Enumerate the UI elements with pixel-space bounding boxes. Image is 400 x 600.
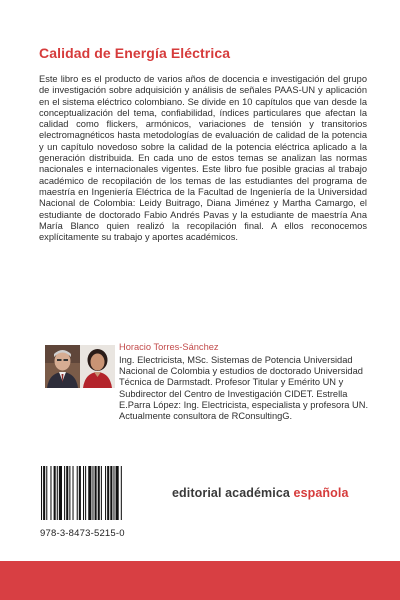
barcode-bar (59, 466, 62, 520)
isbn-number: 978-3-8473-5215-0 (40, 528, 125, 539)
author-portrait-1 (45, 345, 80, 388)
book-description: Este libro es el producto de varios años de docencia e investigación del grupo de investigación sobre adquisición y análisis de señales PAAS-UN y aplicación en el sistema eléctrico colombiano. Se divide en 10 capítulos que van desde la conceptualización del tema, confiabilidad, índices particulares que afectan la calidad como flickers, armónicos, variaciones de tensión y transitorios electromagnéticos hasta metodologías de evaluación de calidad de la potencia y un capítulo novedoso sobre la calidad de la potencia eléctrica aplicado a la generación distribuida. En cada uno de estos temas se analizan las normas nacionales e internacionales vigentes. Este libro fue posible gracias al trabajo académico de recopilación de los temas de las estudiantes del programa de maestría en Ingeniería Eléctrica de la Facultad de Ingeniería de la Universidad Nacional de Colombia: Leidy Buitrago, Diana Jiménez y Martha Camargo, el estudiante de doctorado Fabio Andrés Pavas y la estudiante de maestría Ana María Blanco quien realizó la recopilación final. A ellos reconocemos explícitamente su trabajo y aportes académicos. (39, 74, 367, 243)
barcode-bar (88, 466, 91, 520)
barcode-bar (54, 466, 56, 520)
author-portrait-2 (80, 345, 115, 388)
barcode-bar (92, 466, 93, 520)
barcode-bar (83, 466, 84, 520)
barcode (39, 466, 149, 520)
barcode-bar (113, 466, 114, 520)
barcode-bar (64, 466, 65, 520)
barcode-bar (73, 466, 74, 520)
publisher-name-main: editorial académica (172, 486, 294, 500)
barcode-bar (85, 466, 86, 520)
barcode-bar (110, 466, 112, 520)
author-photo-female (80, 345, 115, 388)
barcode-bar (41, 466, 42, 520)
barcode-bar (50, 466, 51, 520)
barcode-bar (66, 466, 68, 520)
barcode-bar (105, 466, 106, 520)
barcode-bar (43, 466, 45, 520)
top-margin (0, 0, 400, 44)
barcode-bar (101, 466, 102, 520)
author-bio: Ing. Electricista, MSc. Sistemas de Potencia Universidad Nacional de Colombia y estudios de doctorado Universidad Técnica de Darmstadt. Profesor Titular y Emérito UN y Subdirector del Centro de Investigación CIDET. Estrella E.Parra López: Ing. Electricista, especialista y profesora UN. Actualmente consultora de RConsultingG. (119, 355, 369, 422)
author-photo-male (45, 345, 80, 388)
barcode-bar (57, 466, 58, 520)
barcode-bar (107, 466, 109, 520)
barcode-bar (121, 466, 122, 520)
author-name: Horacio Torres-Sánchez (119, 342, 219, 352)
publisher-name-accent: española (293, 486, 349, 500)
barcode-bar (95, 466, 97, 520)
book-title: Calidad de Energía Eléctrica (39, 45, 231, 61)
barcode-bar (116, 466, 119, 520)
barcode-bar (79, 466, 81, 520)
bottom-color-bar (0, 561, 400, 600)
barcode-bar (46, 466, 47, 520)
barcode-bar (77, 466, 78, 520)
barcode-bar (98, 466, 100, 520)
barcode-bar (69, 466, 70, 520)
author-photos (45, 345, 115, 388)
barcode-graphic (39, 466, 149, 520)
publisher-logo (172, 486, 349, 500)
